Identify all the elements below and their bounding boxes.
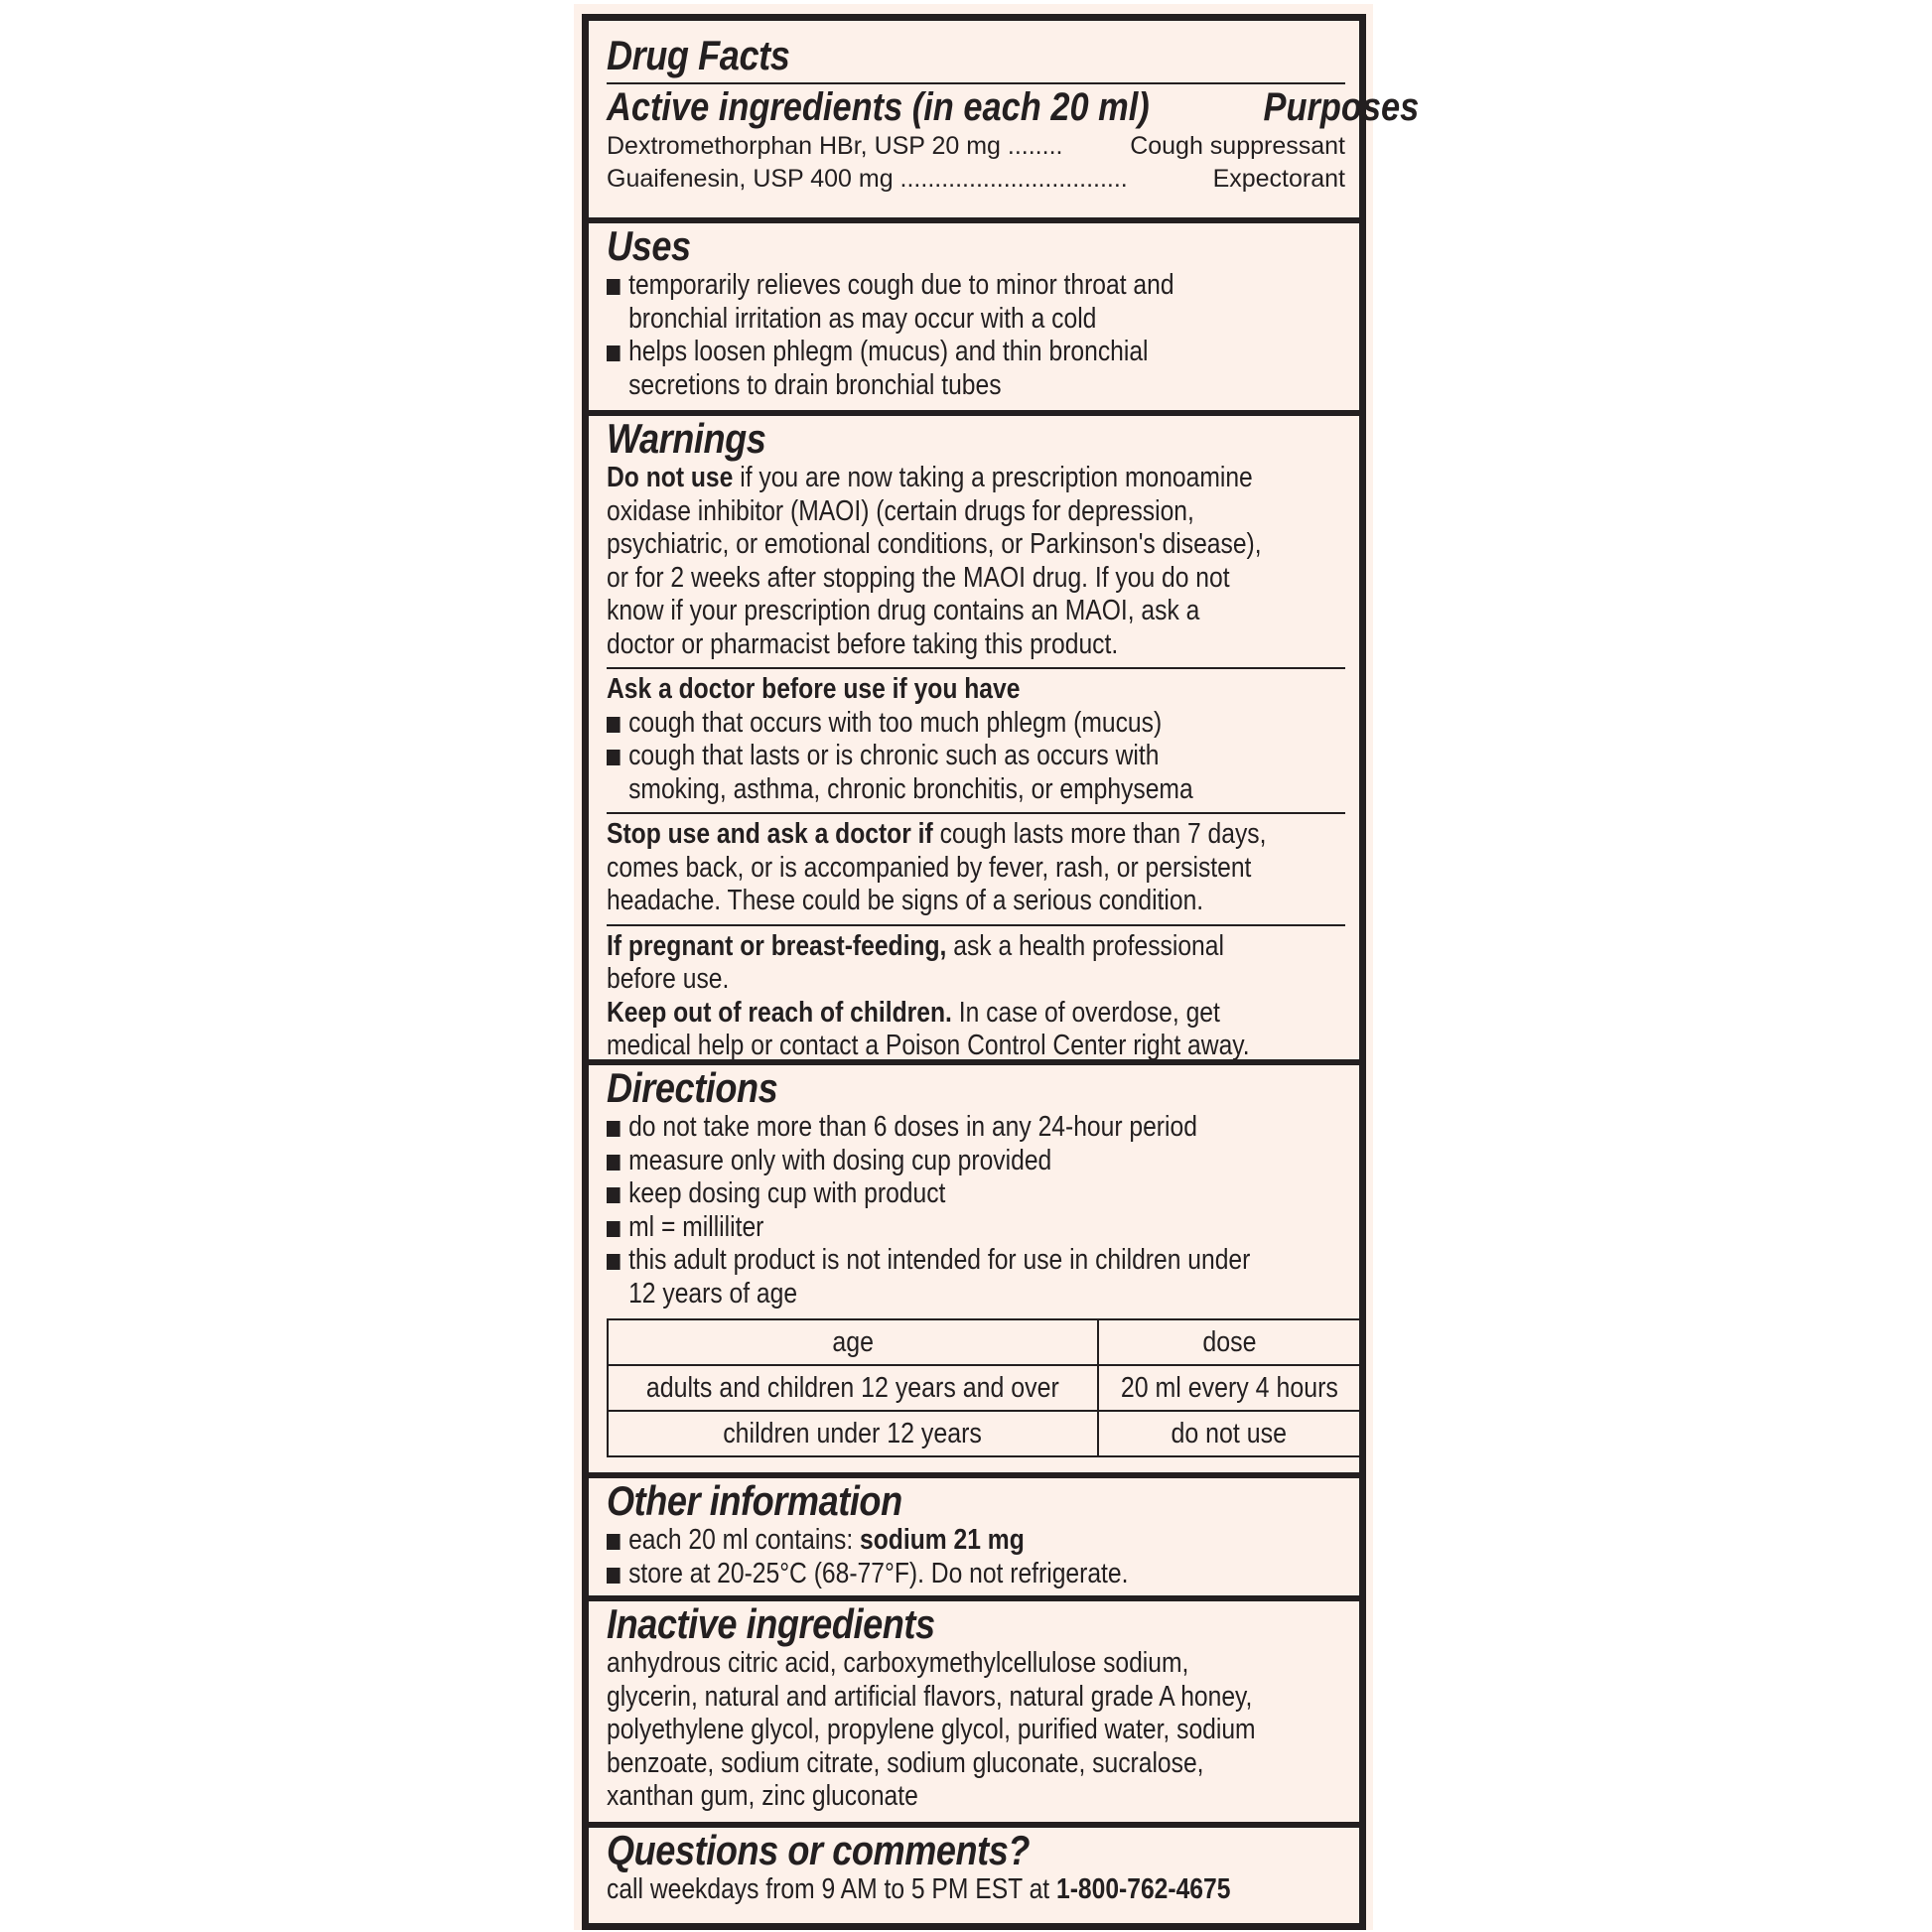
other-information-title: Other information — [607, 1477, 902, 1524]
active-ingredient-row — [607, 130, 1345, 163]
warnings-section — [589, 410, 1359, 1059]
ingredient-name: Dextromethorphan HBr, USP 20 mg ........ — [607, 132, 1063, 160]
paragraph-line: anhydrous citric acid, carboxymethylcellulose sodium, — [607, 1647, 1189, 1679]
list-item-line: store at 20-25°C (68-77°F). Do not refrigerate. — [628, 1557, 1129, 1589]
directions-section — [589, 1059, 1359, 1456]
list-item-line: measure only with dosing cup provided — [628, 1144, 1052, 1176]
inactive-ingredients-section — [589, 1595, 1359, 1818]
table-header-cell: age — [608, 1319, 1098, 1365]
table-cell: 20 ml every 4 hours — [1098, 1365, 1361, 1411]
list-item-line: temporarily relieves cough due to minor throat and — [628, 269, 1174, 301]
list-item-line: helps loosen phlegm (mucus) and thin bronchial — [628, 336, 1149, 367]
ingredient-purpose: Cough suppressant — [1130, 132, 1345, 160]
active-ingredient-row — [607, 163, 1345, 196]
list-item-line: this adult product is not intended for use in children under — [628, 1244, 1251, 1276]
other-information-section — [589, 1472, 1359, 1591]
divider — [607, 924, 1345, 926]
table-header-row — [608, 1319, 1360, 1365]
list-item-line: bronchial irritation as may occur with a cold — [628, 302, 1097, 335]
list-item-line: ml = milliliter — [628, 1210, 764, 1243]
table-row — [608, 1365, 1360, 1411]
list-item — [607, 707, 1234, 741]
paragraph-line: headache. These could be signs of a serious condition. — [607, 885, 1204, 916]
list-item-line: each 20 ml contains: — [628, 1524, 861, 1556]
list-item-line: keep dosing cup with product — [628, 1177, 946, 1209]
do-not-use-label: Do not use — [607, 462, 734, 493]
divider — [607, 812, 1345, 814]
ingredient-name: Guaifenesin, USP 400 mg ................................. — [607, 165, 1128, 193]
stop-use-label: Stop use and ask a doctor if — [607, 818, 933, 850]
uses-title: Uses — [607, 222, 691, 269]
purposes-heading: Purposes — [1263, 85, 1420, 129]
list-item — [607, 1111, 1234, 1145]
uses-section — [589, 217, 1359, 408]
paragraph-line: psychiatric, or emotional conditions, or Parkinson's disease), — [607, 528, 1262, 560]
sodium-amount: sodium 21 mg — [860, 1524, 1025, 1556]
list-item-line: 12 years of age — [628, 1277, 798, 1310]
list-item — [607, 1211, 1234, 1245]
questions-section — [589, 1822, 1359, 1925]
list-item-line: cough that occurs with too much phlegm (mucus) — [628, 706, 1163, 739]
directions-title: Directions — [607, 1064, 778, 1111]
active-ingredients-section — [589, 32, 1420, 196]
list-item-line: cough that lasts or is chronic such as occurs with — [628, 740, 1160, 771]
paragraph-line: if you are now taking a prescription monoamine — [733, 462, 1253, 493]
inactive-ingredients-title: Inactive ingredients — [607, 1600, 935, 1647]
keep-out-label: Keep out of reach of children. — [607, 996, 952, 1029]
list-item — [607, 740, 1234, 806]
active-ingredients-heading: Active ingredients (in each 20 ml) — [607, 85, 1150, 129]
paragraph-line: before use. — [607, 963, 730, 995]
list-item — [607, 1524, 1234, 1558]
ingredient-purpose: Expectorant — [1212, 165, 1345, 193]
divider — [607, 667, 1345, 669]
paragraph-line: know if your prescription drug contains an MAOI, ask a — [607, 595, 1200, 626]
table-row — [608, 1411, 1360, 1456]
paragraph-line: benzoate, sodium citrate, sodium gluconate, sucralose, — [607, 1746, 1204, 1779]
list-item — [607, 269, 1234, 336]
pregnant-label: If pregnant or breast-feeding, — [607, 929, 947, 962]
table-cell: do not use — [1098, 1411, 1361, 1456]
paragraph-line: or for 2 weeks after stopping the MAOI drug. If you do not — [607, 561, 1230, 594]
list-item-line: do not take more than 6 doses in any 24-hour period — [628, 1111, 1197, 1143]
paragraph-line: ask a health professional — [946, 929, 1224, 962]
do-not-use-paragraph — [607, 462, 1262, 661]
paragraph-line: In case of overdose, get — [951, 996, 1220, 1029]
list-item — [607, 336, 1234, 402]
drug-facts-title: Drug Facts — [607, 32, 790, 78]
pregnant-paragraph — [607, 930, 1234, 997]
paragraph-line: glycerin, natural and artificial flavors, natural grade A honey, — [607, 1680, 1253, 1713]
list-item-line: secretions to drain bronchial tubes — [628, 368, 1002, 401]
table-cell: children under 12 years — [608, 1411, 1098, 1456]
dosage-table — [607, 1318, 1361, 1457]
ask-doctor-heading: Ask a doctor before use if you have — [607, 673, 1021, 705]
phone-number: 1-800-762-4675 — [1056, 1873, 1231, 1905]
active-ingredients-header — [607, 82, 1420, 130]
list-item — [607, 1145, 1234, 1178]
list-item — [607, 1244, 1251, 1311]
keep-out-paragraph — [607, 996, 1250, 1063]
list-item — [607, 1558, 1234, 1591]
list-item-line: smoking, asthma, chronic bronchitis, or emphysema — [628, 772, 1193, 805]
warnings-title: Warnings — [607, 415, 766, 462]
paragraph-line: comes back, or is accompanied by fever, rash, or persistent — [607, 851, 1252, 884]
drug-facts-panel — [582, 14, 1420, 1930]
questions-text: call weekdays from 9 AM to 5 PM EST at — [607, 1873, 1057, 1905]
list-item — [607, 1177, 1234, 1211]
paragraph-line: cough lasts more than 7 days, — [932, 818, 1267, 850]
paragraph-line: medical help or contact a Poison Control Center right away. — [607, 1030, 1250, 1061]
table-cell: adults and children 12 years and over — [608, 1365, 1098, 1411]
stop-use-paragraph — [607, 818, 1267, 918]
table-header-cell: dose — [1098, 1319, 1361, 1365]
paragraph-line: oxidase inhibitor (MAOI) (certain drugs for depression, — [607, 494, 1194, 527]
paragraph-line: polyethylene glycol, propylene glycol, purified water, sodium — [607, 1714, 1256, 1745]
paragraph-line: xanthan gum, zinc gluconate — [607, 1780, 918, 1812]
paragraph-line: doctor or pharmacist before taking this product. — [607, 627, 1119, 660]
questions-title: Questions or comments? — [607, 1827, 1031, 1873]
